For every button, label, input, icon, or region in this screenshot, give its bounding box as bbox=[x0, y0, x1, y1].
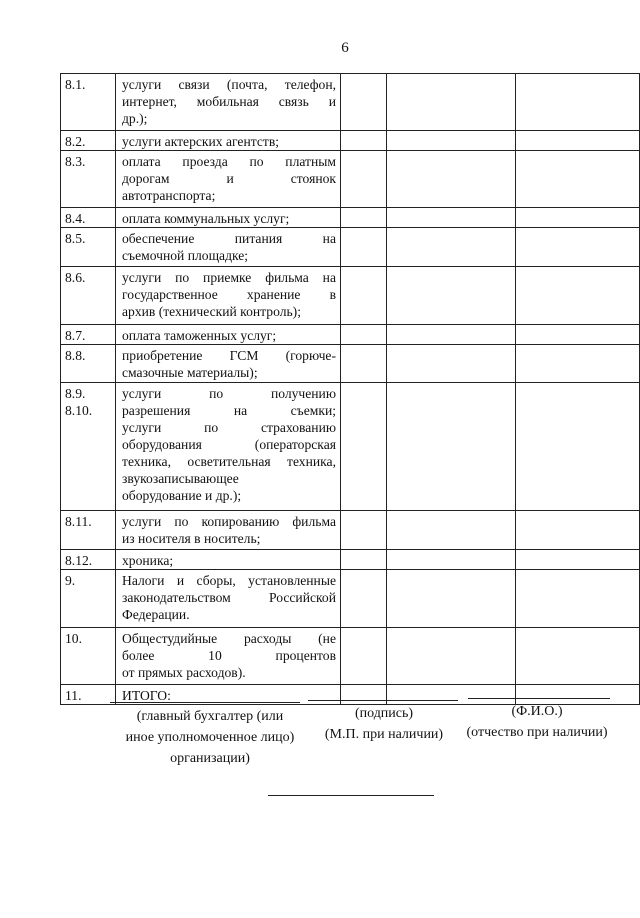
row-description-cell bbox=[116, 325, 341, 345]
value-cell-2[interactable] bbox=[387, 131, 516, 151]
row-description-line: смазочные материалы); bbox=[122, 365, 258, 380]
value-cell-1[interactable] bbox=[341, 628, 387, 685]
table-row bbox=[61, 228, 640, 267]
row-number-cell bbox=[61, 267, 116, 325]
row-description-line: услуги по страхованию bbox=[122, 420, 336, 435]
value-cell-1[interactable] bbox=[341, 345, 387, 383]
value-cell-1[interactable] bbox=[341, 511, 387, 550]
table-row bbox=[61, 628, 640, 685]
row-description-cell bbox=[116, 345, 341, 383]
value-cell-2[interactable] bbox=[387, 570, 516, 628]
value-cell-1[interactable] bbox=[341, 228, 387, 267]
value-cell-2[interactable] bbox=[387, 550, 516, 570]
row-description-line: услуги актерских агентств; bbox=[122, 134, 280, 149]
value-cell-3[interactable] bbox=[516, 325, 640, 345]
row-description-cell bbox=[116, 131, 341, 151]
row-number: 8.4. bbox=[65, 211, 86, 226]
row-description-cell bbox=[116, 228, 341, 267]
row-description-line: услуги по копированию фильма bbox=[122, 514, 336, 529]
row-description-cell bbox=[116, 570, 341, 628]
row-number: 11. bbox=[65, 688, 82, 703]
row-number: 8.5. bbox=[65, 231, 86, 246]
value-cell-3[interactable] bbox=[516, 131, 640, 151]
value-cell-1[interactable] bbox=[341, 74, 387, 131]
row-number-cell bbox=[61, 325, 116, 345]
accountant-caption-line-3: организации) bbox=[170, 751, 250, 766]
row-number-cell bbox=[61, 74, 116, 131]
value-cell-3[interactable] bbox=[516, 628, 640, 685]
row-number: 8.11. bbox=[65, 514, 92, 529]
row-description-cell bbox=[116, 550, 341, 570]
table-row bbox=[61, 511, 640, 550]
table-row bbox=[61, 131, 640, 151]
row-description-line: автотранспорта; bbox=[122, 188, 216, 203]
row-description-line: приобретение ГСМ (горюче- bbox=[122, 348, 336, 363]
name-caption bbox=[458, 701, 616, 743]
table-row bbox=[61, 74, 640, 131]
table-row bbox=[61, 208, 640, 228]
row-number-cell bbox=[61, 511, 116, 550]
row-description-line: дорогам и стоянок bbox=[122, 171, 336, 186]
table-row bbox=[61, 325, 640, 345]
row-number: 8.7. bbox=[65, 328, 86, 343]
row-description-line: съемочной площадке; bbox=[122, 248, 249, 263]
row-description-line: ИТОГО: bbox=[122, 688, 171, 703]
row-description-cell bbox=[116, 383, 341, 511]
value-cell-1[interactable] bbox=[341, 208, 387, 228]
row-description-line: услуги связи (почта, телефон, bbox=[122, 77, 336, 92]
signature-caption-line-1: (подпись) bbox=[354, 706, 414, 721]
row-description-line: техника, осветительная техника, bbox=[122, 454, 336, 469]
row-description-cell bbox=[116, 267, 341, 325]
value-cell-2[interactable] bbox=[387, 628, 516, 685]
table-row bbox=[61, 345, 640, 383]
value-cell-3[interactable] bbox=[516, 511, 640, 550]
row-description-line: государственное хранение в bbox=[122, 287, 336, 302]
row-description-line: от прямых расходов). bbox=[122, 665, 246, 680]
row-number: 8.8. bbox=[65, 348, 86, 363]
row-number-cell bbox=[61, 383, 116, 511]
row-description-line: законодательством Российской bbox=[122, 590, 336, 605]
value-cell-3[interactable] bbox=[516, 570, 640, 628]
row-description-line: из носителя в носитель; bbox=[122, 531, 261, 546]
name-caption-line-1: (Ф.И.О.) bbox=[511, 704, 563, 719]
row-number-cell bbox=[61, 228, 116, 267]
accountant-caption-line-1: (главный бухгалтер (или bbox=[136, 709, 284, 724]
value-cell-2[interactable] bbox=[387, 228, 516, 267]
value-cell-2[interactable] bbox=[387, 325, 516, 345]
row-number-cell bbox=[61, 628, 116, 685]
row-description-line: услуги по получению bbox=[122, 386, 336, 401]
row-description-line: Федерации. bbox=[122, 607, 190, 622]
row-number: 8.6. bbox=[65, 270, 86, 285]
accountant-caption-line-2: иное уполномоченное лицо) bbox=[125, 730, 295, 745]
value-cell-3[interactable] bbox=[516, 267, 640, 325]
value-cell-3[interactable] bbox=[516, 550, 640, 570]
row-number-cell bbox=[61, 151, 116, 208]
row-description-line: услуги по приемке фильма на bbox=[122, 270, 336, 285]
table-row bbox=[61, 570, 640, 628]
row-description-line: более 10 процентов bbox=[122, 648, 336, 663]
row-number-cell bbox=[61, 345, 116, 383]
name-line bbox=[468, 698, 610, 699]
row-number-cell bbox=[61, 131, 116, 151]
value-cell-1[interactable] bbox=[341, 570, 387, 628]
value-cell-2[interactable] bbox=[387, 267, 516, 325]
row-description-line: оплата проезда по платным bbox=[122, 154, 336, 169]
accountant-signature-line bbox=[110, 702, 300, 703]
value-cell-1[interactable] bbox=[341, 151, 387, 208]
value-cell-1[interactable] bbox=[341, 325, 387, 345]
table-row bbox=[61, 267, 640, 325]
table-row bbox=[61, 550, 640, 570]
row-description-line: оплата коммунальных услуг; bbox=[122, 211, 290, 226]
value-cell-1[interactable] bbox=[341, 685, 387, 705]
row-description-line: разрешения на съемки; bbox=[122, 403, 336, 418]
row-description-line: др.); bbox=[122, 111, 148, 126]
row-description-cell bbox=[116, 628, 341, 685]
row-number-cell bbox=[61, 685, 116, 705]
table-row bbox=[61, 383, 640, 511]
row-description-line: хроника; bbox=[122, 553, 174, 568]
row-description-line: оборудование и др.); bbox=[122, 488, 242, 503]
value-cell-2[interactable] bbox=[387, 511, 516, 550]
row-description-cell bbox=[116, 151, 341, 208]
row-number: 10. bbox=[65, 631, 82, 646]
value-cell-2[interactable] bbox=[387, 345, 516, 383]
table-row bbox=[61, 151, 640, 208]
value-cell-3[interactable] bbox=[516, 383, 640, 511]
value-cell-1[interactable] bbox=[341, 267, 387, 325]
row-number-cell bbox=[61, 570, 116, 628]
signature-caption-line-2: (М.П. при наличии) bbox=[324, 727, 444, 742]
value-cell-2[interactable] bbox=[387, 383, 516, 511]
signature-caption bbox=[312, 703, 456, 745]
row-number-cell bbox=[61, 550, 116, 570]
accountant-caption bbox=[100, 706, 320, 769]
value-cell-1[interactable] bbox=[341, 550, 387, 570]
row-number: 8.9. bbox=[65, 386, 86, 401]
value-cell-3[interactable] bbox=[516, 228, 640, 267]
row-description-cell bbox=[116, 511, 341, 550]
page-number: 6 bbox=[341, 40, 349, 56]
row-number: 8.1. bbox=[65, 77, 86, 92]
name-caption-line-2: (отчество при наличии) bbox=[466, 725, 608, 740]
value-cell-2[interactable] bbox=[387, 208, 516, 228]
value-cell-1[interactable] bbox=[341, 131, 387, 151]
row-description-cell bbox=[116, 208, 341, 228]
value-cell-3[interactable] bbox=[516, 74, 640, 131]
row-description-line: оборудования (операторская bbox=[122, 437, 336, 452]
row-description-line: Налоги и сборы, установленные bbox=[122, 573, 336, 588]
value-cell-3[interactable] bbox=[516, 208, 640, 228]
value-cell-3[interactable] bbox=[516, 345, 640, 383]
row-description-line: интернет, мобильная связь и bbox=[122, 94, 336, 109]
row-description-line: обеспечение питания на bbox=[122, 231, 336, 246]
budget-table bbox=[60, 73, 640, 705]
row-number: 8.3. bbox=[65, 154, 86, 169]
value-cell-3[interactable] bbox=[516, 151, 640, 208]
bottom-signature-line bbox=[268, 795, 434, 796]
signature-line bbox=[308, 700, 458, 701]
row-description-line: Общестудийные расходы (не bbox=[122, 631, 336, 646]
row-description-line: архив (технический контроль); bbox=[122, 304, 301, 319]
row-description-line: звукозаписывающее bbox=[122, 471, 239, 486]
row-number: 8.12. bbox=[65, 553, 93, 568]
row-description-cell bbox=[116, 74, 341, 131]
row-description-line: оплата таможенных услуг; bbox=[122, 328, 277, 343]
value-cell-2[interactable] bbox=[387, 151, 516, 208]
value-cell-2[interactable] bbox=[387, 74, 516, 131]
row-number: 8.2. bbox=[65, 134, 86, 149]
row-number: 9. bbox=[65, 573, 76, 588]
row-number: 8.10. bbox=[65, 403, 93, 418]
row-number-cell bbox=[61, 208, 116, 228]
value-cell-1[interactable] bbox=[341, 383, 387, 511]
